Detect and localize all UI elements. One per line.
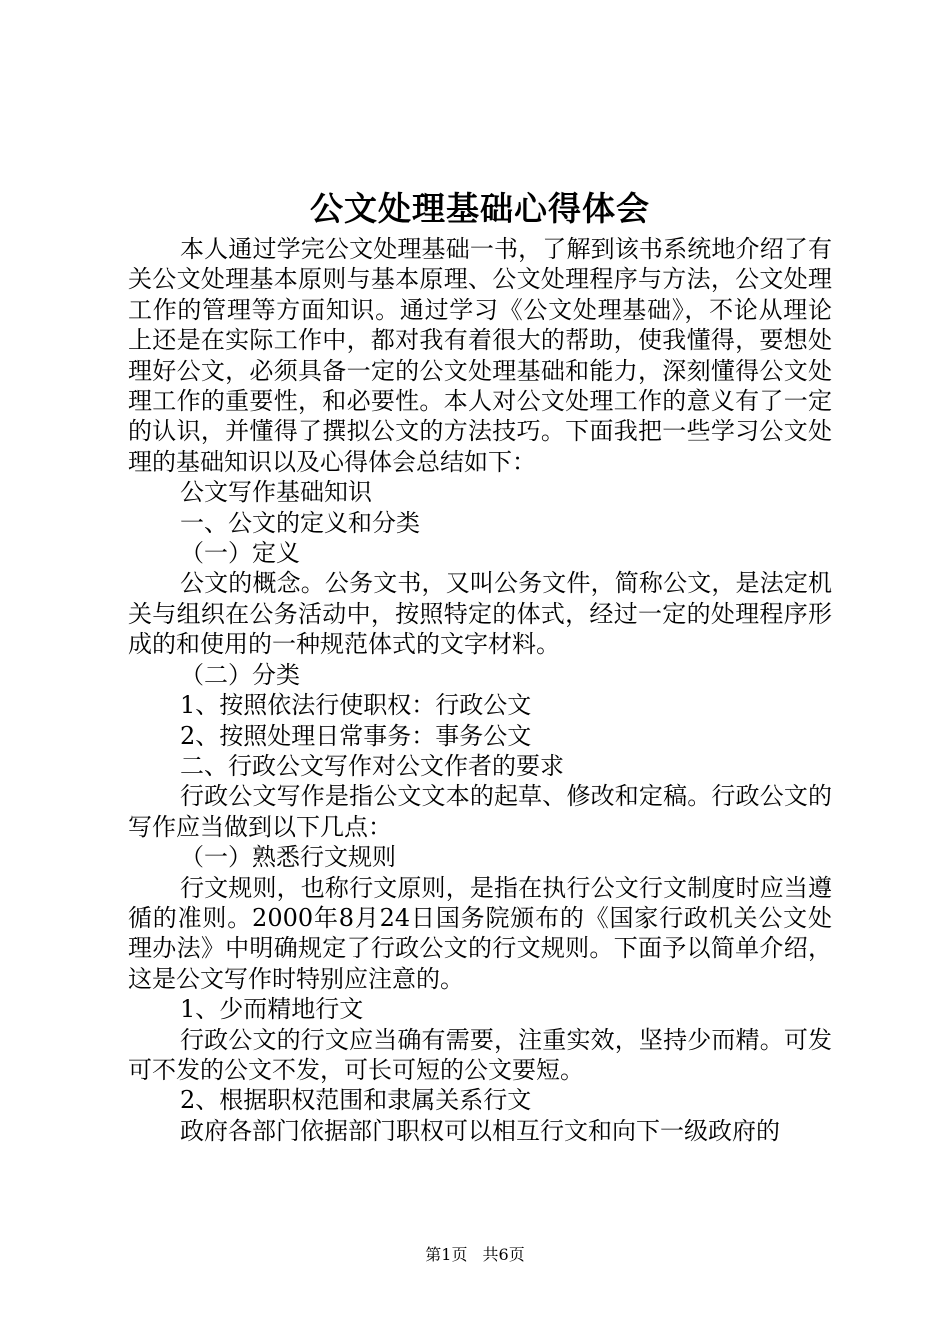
- page-footer: [0, 1245, 950, 1265]
- paragraph: 行政公文写作是指公文文本的起草、修改和定稿。行政公文的写作应当做到以下几点：: [128, 782, 832, 841]
- list-item: 2、根据职权范围和隶属关系行文: [180, 1086, 532, 1115]
- subsection-heading: （一）熟悉行文规则: [180, 843, 396, 872]
- list-item: 2、按照处理日常事务：事务公文: [180, 721, 532, 750]
- subsection-heading: （二）分类: [180, 660, 300, 689]
- document-title: 公文处理基础心得体会: [310, 189, 650, 228]
- list-item: 1、按照依法行使职权：行政公文: [180, 691, 532, 720]
- paragraph: 公文的概念。公务文书，又叫公务文件，简称公文，是法定机关与组织在公务活动中，按照特定的体式，经过一定的处理程序形成的和使用的一种规范体式的文字材料。: [128, 569, 832, 659]
- paragraph: 政府各部门依据部门职权可以相互行文和向下一级政府的: [180, 1116, 780, 1145]
- section-heading: 公文写作基础知识: [180, 478, 372, 507]
- section-heading: 二、行政公文写作对公文作者的要求: [180, 751, 564, 780]
- paragraph: 行文规则，也称行文原则，是指在执行公文行文制度时应当遵循的准则。2000年8月24日国务院颁布的《国家行政机关公文处理办法》中明确规定了行政公文的行文规则。下面予以简单介绍，这是公文写作时特别应注意的。: [128, 873, 832, 993]
- paragraph: 行政公文的行文应当确有需要，注重实效，坚持少而精。可发可不发的公文不发，可长可短的公文要短。: [128, 1025, 832, 1084]
- page-number: 第1页: [425, 1245, 468, 1264]
- section-heading: 一、公文的定义和分类: [180, 508, 420, 537]
- document-body: [128, 186, 832, 1146]
- page-total: 共6页: [482, 1245, 525, 1264]
- list-item: 1、少而精地行文: [180, 995, 364, 1024]
- paragraph-intro: 本人通过学完公文处理基础一书，了解到该书系统地介绍了有关公文处理基本原则与基本原理、公文处理程序与方法，公文处理工作的管理等方面知识。通过学习《公文处理基础》，不论从理论上还是在实际工作中，都对我有着很大的帮助，使我懂得，要想处理好公文，必须具备一定的公文处理基础和能力，深刻懂得公文处理工作的重要性，和必要性。本人对公文处理工作的意义有了一定的认识，并懂得了撰拟公文的方法技巧。下面我把一些学习公文处理的基础知识以及心得体会总结如下：: [128, 235, 832, 476]
- subsection-heading: （一）定义: [180, 539, 300, 568]
